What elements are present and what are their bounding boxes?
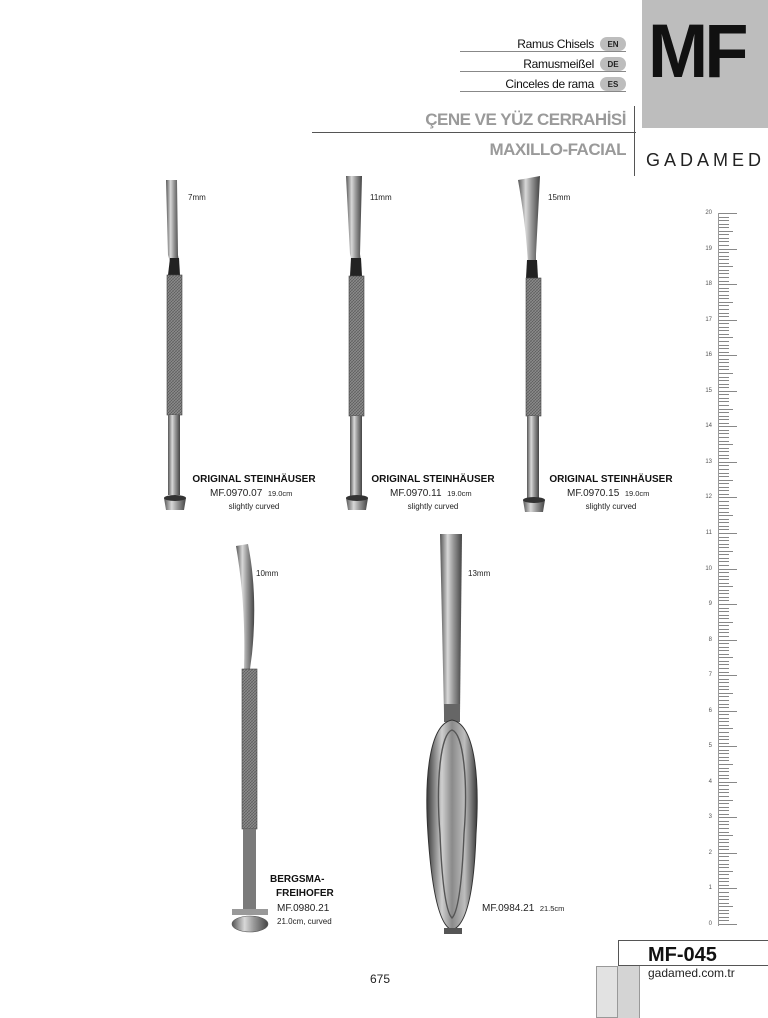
ruler-tick [719,643,729,644]
ruler-tick [719,441,729,442]
ruler-tick [719,291,729,292]
ruler-tick [719,302,733,303]
ruler-tick [719,377,729,378]
product-name-line1: BERGSMA- [270,874,325,885]
ruler-tick [719,789,729,790]
ruler-tick [719,352,729,353]
ruler-tick [719,906,733,907]
ruler-tick [719,792,729,793]
ruler-tick [719,814,729,815]
ruler-label: 7 [708,672,712,679]
ruler-tick [719,384,729,385]
ruler-tick [719,263,729,264]
ruler-tick [719,515,733,516]
ruler-label: 15 [705,387,712,394]
ruler-tick [719,661,729,662]
ruler-tick [719,430,729,431]
ruler-tick [719,476,729,477]
ruler-tick [719,768,729,769]
ruler-tick [719,266,733,267]
ruler-tick [719,849,729,850]
ruler-tick [719,252,729,253]
ruler-tick [719,551,733,552]
ruler-label: 2 [708,849,712,856]
ruler-tick [719,298,729,299]
ruler-tick [719,597,729,598]
ruler-label: 11 [705,529,712,536]
ruler-tick [719,462,737,463]
ruler-tick [719,295,729,296]
product-name-line2: FREIHOFER [276,888,334,899]
chisel-image-11mm [340,176,374,520]
product-name: ORIGINAL STEINHÄUSER [549,474,673,485]
ruler-tick [719,672,729,673]
section-code: MF [648,9,745,94]
ruler-label: 0 [708,921,712,927]
ruler-tick [719,448,729,449]
blade-width-label: 7mm [188,193,206,202]
ruler-tick [719,508,729,509]
ruler-tick [719,689,729,690]
ruler-tick [719,682,729,683]
ruler-tick [719,714,729,715]
ruler-tick [719,668,729,669]
blade-width-label: 15mm [548,193,571,202]
ruler-tick [719,217,729,218]
ruler-tick [719,600,729,601]
product-code: MF.0980.21 [277,903,330,914]
ruler-tick [719,896,729,897]
ruler-tick [719,305,729,306]
ruler-tick [719,739,729,740]
ruler-tick [719,824,729,825]
ruler-tick [719,636,729,637]
ruler-tick [719,593,729,594]
ruler-tick [719,853,737,854]
ruler-label: 12 [705,494,712,501]
ruler-tick [719,497,737,498]
ruler-label: 20 [705,210,712,216]
ruler-tick [719,696,729,697]
ruler-tick [719,604,737,605]
title-es: Cinceles de rama [505,77,594,91]
ruler-tick [719,416,729,417]
ruler-tick [719,647,729,648]
website-url: gadamed.com.tr [648,966,735,980]
ruler-tick [719,839,729,840]
ruler-label: 1 [708,885,712,892]
ruler-tick [719,256,729,257]
ruler-tick [719,554,729,555]
category-turkish: ÇENE VE YÜZ CERRAHİSİ [425,110,626,129]
ruler-tick [719,618,729,619]
ruler-tick [719,362,729,363]
ruler-label: 14 [705,423,712,430]
ruler-tick [719,231,733,232]
ruler-tick [719,494,729,495]
chisel-image-13mm [420,534,490,938]
ruler-tick [719,213,737,214]
ruler-tick [719,355,737,356]
ruler-tick [719,874,729,875]
ruler-tick [719,707,729,708]
ruler-tick [719,846,729,847]
ruler-tick [719,401,729,402]
ruler-tick [719,558,729,559]
ruler-tick [719,394,729,395]
ruler-tick [719,796,729,797]
ruler-tick [719,640,737,641]
ruler-tick [719,529,729,530]
ruler-tick [719,419,729,420]
ruler-tick [719,487,729,488]
product-note: 21.0cm, curved [277,917,332,926]
divider [634,106,635,176]
ruler-tick [719,348,729,349]
lang-tag-es: ES [600,77,626,91]
ruler-tick [719,398,729,399]
ruler-tick [719,750,729,751]
ruler-tick [719,860,729,861]
product-name: ORIGINAL STEINHÄUSER [192,474,316,485]
product-name: ORIGINAL STEINHÄUSER [371,474,495,485]
ruler-tick [719,704,729,705]
ruler-tick [719,888,737,889]
ruler-tick [719,728,733,729]
ruler-tick [719,892,729,893]
ruler-tick [719,764,733,765]
ruler-tick [719,760,729,761]
ruler-tick [719,259,729,260]
ruler-tick [719,771,729,772]
product-code: MF.0970.07 19.0cm [210,488,293,499]
lang-tag-en: EN [600,37,626,51]
brand-logo: GADAMED [646,150,766,170]
ruler-tick [719,391,737,392]
product-code: MF.0970.11 19.0cm [390,488,472,499]
ruler-tick [719,576,729,577]
ruler-tick [719,537,729,538]
ruler-label: 8 [708,636,712,643]
ruler-tick [719,337,733,338]
ruler-tick [719,316,729,317]
scale-ruler [718,213,736,926]
lang-tag-de: DE [600,57,626,71]
chisel-image-15mm [516,176,556,520]
ruler-tick [719,334,729,335]
ruler-tick [719,664,729,665]
ruler-tick [719,632,729,633]
ruler-tick [719,224,729,225]
ruler-tick [719,320,737,321]
ruler-tick [719,451,729,452]
ruler-label: 18 [705,281,712,288]
ruler-tick [719,569,737,570]
ruler-tick [719,881,729,882]
ruler-tick [719,238,729,239]
ruler-tick [719,615,729,616]
ruler-tick [719,490,729,491]
ruler-tick [719,657,733,658]
ruler-label: 16 [705,352,712,359]
divider [312,132,636,133]
ruler-label: 4 [708,778,712,785]
ruler-tick [719,608,729,609]
ruler-tick [719,366,729,367]
ruler-tick [719,465,729,466]
ruler-tick [719,501,729,502]
title-en: Ramus Chisels [517,37,594,51]
ruler-tick [719,565,729,566]
ruler-tick [719,924,737,925]
ruler-tick [719,821,729,822]
ruler-tick [719,718,729,719]
ruler-tick [719,455,729,456]
decorative-strip [596,966,618,1018]
ruler-tick [719,803,729,804]
ruler-tick [719,458,729,459]
ruler-tick [719,544,729,545]
blade-width-label: 11mm [370,193,392,202]
ruler-tick [719,426,737,427]
ruler-tick [719,547,729,548]
ruler-tick [719,327,729,328]
ruler-tick [719,522,729,523]
ruler-tick [719,856,729,857]
ruler-tick [719,917,729,918]
ruler-tick [719,782,737,783]
ruler-label: 6 [708,707,712,714]
ruler-tick [719,920,729,921]
ruler-tick [719,800,733,801]
ruler-tick [719,736,729,737]
product-code: MF.0984.21 21.5cm [482,903,565,914]
ruler-tick [719,778,729,779]
ruler-tick [719,700,729,701]
ruler-tick [719,234,729,235]
ruler-tick [719,473,729,474]
ruler-tick [719,469,729,470]
ruler-tick [719,757,729,758]
ruler-tick [719,405,729,406]
ruler-tick [719,625,729,626]
ruler-tick [719,437,729,438]
ruler-tick [719,654,729,655]
blade-width-label: 10mm [256,569,279,578]
ruler-tick [719,910,729,911]
ruler-tick [719,512,729,513]
ruler-tick [719,622,733,623]
ruler-label: 10 [705,565,712,572]
ruler-tick [719,273,729,274]
ruler-tick [719,711,737,712]
page-number: 675 [370,972,391,986]
ruler-tick [719,323,729,324]
title-de: Ramusmeißel [523,57,594,71]
ruler-tick [719,753,729,754]
ruler-tick [719,867,729,868]
ruler-tick [719,817,737,818]
ruler-tick [719,679,729,680]
product-note: slightly curved [585,502,637,511]
chisel-image-7mm [158,180,192,520]
ruler-tick [719,828,729,829]
ruler-tick [719,913,729,914]
ruler-tick [719,899,729,900]
ruler-tick [719,309,729,310]
ruler-tick [719,572,729,573]
ruler-tick [719,373,733,374]
ruler-tick [719,785,729,786]
ruler-tick [719,586,733,587]
ruler-tick [719,369,729,370]
ruler-tick [719,842,729,843]
lang-row-de [523,56,626,72]
ruler-tick [719,746,737,747]
ruler-tick [719,433,729,434]
ruler-tick [719,345,729,346]
ruler-tick [719,480,733,481]
ruler-tick [719,540,729,541]
ruler-tick [719,288,729,289]
ruler-tick [719,533,737,534]
ruler-tick [719,721,729,722]
ruler-label: 5 [708,743,712,750]
category-english: MAXILLO-FACIAL [489,140,626,159]
ruler-tick [719,878,729,879]
ruler-tick [719,270,729,271]
product-note: slightly curved [228,502,280,511]
ruler-tick [719,359,729,360]
ruler-tick [719,341,729,342]
ruler-tick [719,807,729,808]
ruler-tick [719,245,729,246]
ruler-tick [719,249,737,250]
ruler-tick [719,409,733,410]
product-note: slightly curved [407,502,459,511]
ruler-tick [719,330,729,331]
ruler-tick [719,380,729,381]
ruler-tick [719,832,729,833]
ruler-tick [719,561,729,562]
ruler-label: 13 [705,458,712,465]
ruler-label: 3 [708,814,712,821]
ruler-tick [719,281,729,282]
ruler-tick [719,519,729,520]
ruler-tick [719,775,729,776]
ruler-tick [719,686,729,687]
ruler-tick [719,725,729,726]
ruler-tick [719,864,729,865]
page-code: MF-045 [648,944,717,966]
ruler-tick [719,903,729,904]
ruler-tick [719,227,729,228]
ruler-tick [719,885,729,886]
ruler-label: 9 [708,601,712,608]
ruler-tick [719,313,729,314]
ruler-tick [719,732,729,733]
ruler-tick [719,423,729,424]
ruler-label: 19 [705,245,712,252]
ruler-tick [719,241,729,242]
ruler-label: 17 [705,316,712,323]
ruler-tick [719,611,729,612]
ruler-tick [719,277,729,278]
ruler-tick [719,220,729,221]
ruler-tick [719,505,729,506]
blade-width-label: 13mm [468,569,491,578]
ruler-tick [719,835,733,836]
product-code: MF.0970.15 19.0cm [567,488,650,499]
lang-row-es [505,76,626,92]
ruler-tick [719,583,729,584]
ruler-tick [719,444,733,445]
ruler-tick [719,871,733,872]
ruler-tick [719,579,729,580]
ruler-tick [719,590,729,591]
lang-row-en [517,36,626,52]
ruler-tick [719,412,729,413]
ruler-tick [719,284,737,285]
ruler-tick [719,650,729,651]
ruler-tick [719,675,737,676]
ruler-tick [719,629,729,630]
ruler-tick [719,810,729,811]
ruler-tick [719,526,729,527]
ruler-tick [719,743,729,744]
ruler-tick [719,483,729,484]
decorative-strip [618,966,640,1018]
ruler-tick [719,387,729,388]
ruler-tick [719,693,733,694]
